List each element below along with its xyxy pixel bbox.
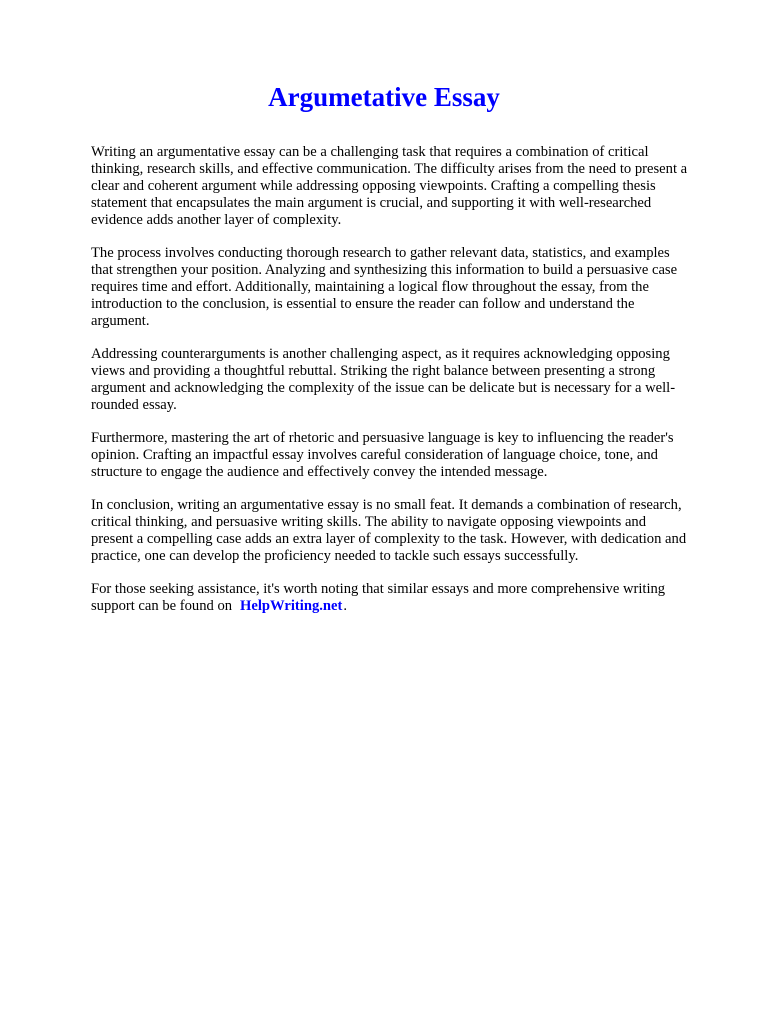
paragraph-1: Writing an argumentative essay can be a challenging task that requires a combination of critical thinking, research skills, and effective communication. The difficulty arises from the need to present a clear and coherent argument while addressing opposing viewpoints. Crafting a compelling thesis statement that encapsulates the main argument is crucial, and supporting it with well-researched evidence adds another layer of complexity. (91, 144, 688, 228)
page-title: Argumetative Essay (268, 82, 500, 112)
closing-paragraph (91, 581, 691, 615)
closing-text: For those seeking assistance, it's worth noting that similar essays and more comprehensive writing support can be found on (91, 581, 666, 614)
helpwriting-link[interactable]: HelpWriting.net (240, 598, 343, 614)
paragraph-4: Furthermore, mastering the art of rhetoric and persuasive language is key to influencing the reader's opinion. Crafting an impactful essay involves careful consideration of language choice, tone, and structure to engage the audience and effectively convey the intended message. (91, 430, 674, 480)
essay-body (91, 144, 691, 631)
paragraph-5: In conclusion, writing an argumentative essay is no small feat. It demands a combination of research, critical thinking, and persuasive writing skills. The ability to navigate opposing viewpoints and present a compelling case adds an extra layer of complexity to the task. However, with dedication and practice, one can develop the proficiency needed to tackle such essays successfully. (91, 497, 687, 564)
paragraph-2: The process involves conducting thorough research to gather relevant data, statistics, and examples that strengthen your position. Analyzing and synthesizing this information to build a persuasive case requires time and effort. Additionally, maintaining a logical flow throughout the essay, from the introduction to the conclusion, is essential to ensure the reader can follow and understand the argument. (91, 245, 678, 329)
closing-period: . (343, 598, 347, 614)
paragraph-3: Addressing counterarguments is another challenging aspect, as it requires acknowledging opposing views and providing a thoughtful rebuttal. Striking the right balance between presenting a strong argument and acknowledging the complexity of the issue can be delicate but is necessary for a well-rounded essay. (91, 346, 676, 413)
